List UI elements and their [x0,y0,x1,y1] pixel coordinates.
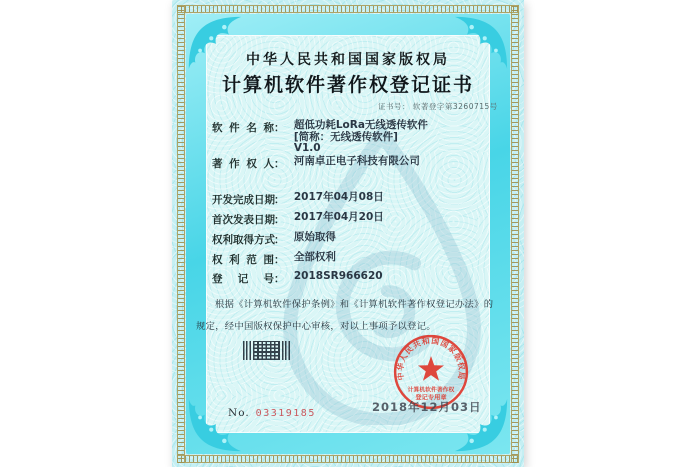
certificate-title: 计算机软件著作权登记证书 [221,74,474,96]
software-name-line: 超低功耗LoRa无线透传软件 [293,119,428,131]
field-row-first-publish-date [212,212,384,227]
field-row-copyright-owner [212,156,420,171]
serial-number: 03319185 [255,408,316,419]
seal-ring-text: 中华人民共和国国家版权局 [395,336,467,381]
field-label: 登记号 [212,273,274,285]
statement-line: 规定，经中国版权保护中心审核，对以上事项予以登记。 [196,320,436,332]
field-value: 2018SR966620 [293,270,383,282]
field-label: 软件名称 [212,122,274,134]
red-star-icon [418,356,444,381]
field-colon: ： [274,122,285,134]
registration-statement [196,294,502,337]
statement-line: 根据《计算机软件保护条例》和《计算机软件著作权登记办法》的 [215,299,494,310]
certificate-paper [172,0,524,467]
field-value: 河南卓正电子科技有限公司 [293,155,420,167]
field-row-dev-complete-date [212,192,384,207]
field-row-software-name [212,120,428,155]
gold-meander-border-top [177,5,519,13]
field-label: 权利范围 [212,254,274,266]
field-label: 开发完成日期 [212,194,275,206]
barcode-left-bars [243,341,251,360]
certificate-number-line [378,101,498,112]
field-colon: ： [274,214,285,226]
field-colon: ： [274,273,285,285]
field-value [294,120,428,155]
seal-caption-line2: 登记专用章 [415,394,447,402]
field-row-rights-scope [212,252,336,267]
authority-title: 中华人民共和国国家版权局 [246,52,450,68]
field-label: 首次发表日期 [212,214,275,226]
field-value: 全部权利 [293,251,336,263]
field-colon: ： [274,254,285,266]
field-row-rights-acquisition [212,232,336,247]
field-colon: ： [274,194,285,206]
field-value: 2017年04月20日 [293,211,384,223]
field-label: 著作权人 [212,158,274,170]
field-colon: ： [274,234,285,246]
serial-number-line [228,401,316,420]
software-shortname-line: [简称：无线透传软件] [293,130,398,143]
field-value: 2017年04月08日 [293,191,384,203]
qr-matrix [253,341,280,360]
field-value: 原始取得 [293,231,336,243]
seal-caption-line1: 计算机软件著作权 [407,387,455,394]
issue-date: 2018年12月03日 [372,400,482,414]
certificate-number-value: 软著登字第3260715号 [412,102,498,111]
gold-meander-border-bottom [177,455,519,463]
qr-code [243,341,290,360]
serial-prefix: No. [228,407,250,419]
field-colon: ： [274,158,285,170]
field-row-registration-number [212,271,383,286]
software-version-line: V1.0 [293,142,321,154]
barcode-right-bars [282,341,290,360]
field-label: 权利取得方式 [212,234,275,246]
certificate-number-label: 证书号： [378,102,410,111]
